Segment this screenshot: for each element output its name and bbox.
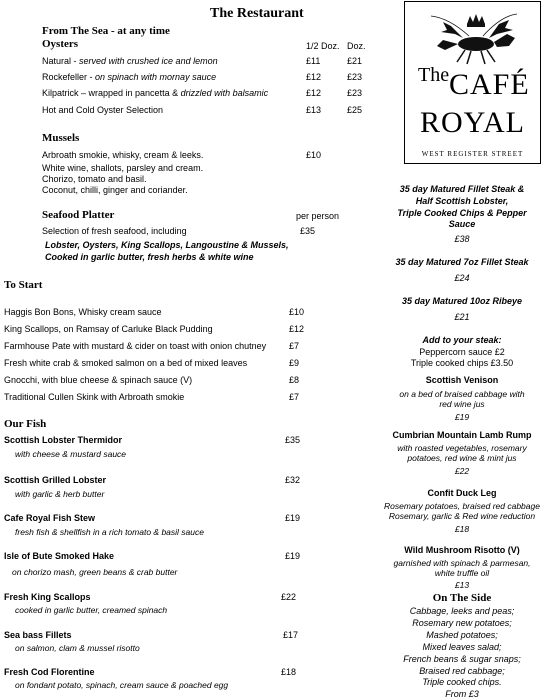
main-price: £13 bbox=[454, 580, 470, 590]
fish-name: Sea bass Fillets bbox=[4, 630, 72, 640]
steak-price: £38 bbox=[454, 234, 470, 244]
mussels-line: Coconut, chilli, ginger and coriander. bbox=[42, 185, 188, 195]
logo-street: WEST REGISTER STREET bbox=[421, 150, 524, 158]
oyster-doz-price: £23 bbox=[347, 88, 363, 98]
fish-name: Fresh King Scallops bbox=[4, 592, 91, 602]
starter-name: King Scallops, on Ramsay of Carluke Black Pudding bbox=[4, 324, 213, 334]
platter-line: Lobster, Oysters, King Scallops, Langoustine & Mussels, bbox=[45, 240, 289, 250]
steak-price: £24 bbox=[454, 273, 470, 283]
starter-name: Haggis Bon Bons, Whisky cream sauce bbox=[4, 307, 162, 317]
oyster-half-price: £12 bbox=[306, 72, 322, 82]
fish-desc: on fondant potato, spinach, cream sauce & poached egg bbox=[15, 680, 229, 690]
main-price: £19 bbox=[454, 412, 470, 422]
oyster-half-price: £12 bbox=[306, 88, 322, 98]
fish-price: £22 bbox=[281, 592, 297, 602]
starter-price: £12 bbox=[289, 324, 305, 334]
main-name: Cumbrian Mountain Lamb Rump bbox=[392, 430, 532, 440]
steak-price: £21 bbox=[454, 312, 470, 322]
oysters-col-half: 1/2 Doz. bbox=[306, 41, 340, 51]
steak-name: 35 day Matured 7oz Fillet Steak bbox=[395, 257, 529, 267]
fish-price: £17 bbox=[283, 630, 299, 640]
starter-price: £10 bbox=[289, 307, 305, 317]
oyster-name: Natural - bbox=[42, 56, 80, 66]
oyster-row bbox=[42, 88, 268, 98]
fish-desc: fresh fish & shellfish in a rich tomato & basil sauce bbox=[15, 527, 204, 537]
logo-royal: ROYAL bbox=[419, 106, 525, 139]
starter-price: £8 bbox=[289, 375, 300, 385]
side-item: Braised red cabbage; bbox=[419, 666, 505, 676]
main-price: £18 bbox=[454, 524, 470, 534]
fish-desc: cooked in garlic butter, creamed spinach bbox=[15, 605, 168, 615]
main-name: Wild Mushroom Risotto (V) bbox=[404, 545, 520, 555]
starter-name: Farmhouse Pate with mustard & cider on toast with onion chutney bbox=[4, 341, 267, 351]
main-desc: Rosemary potatoes, braised red cabbage bbox=[384, 501, 540, 511]
main-desc: Rosemary, garlic & Red wine reduction bbox=[388, 511, 536, 521]
to-start-heading: To Start bbox=[4, 279, 43, 291]
mussels-line: White wine, shallots, parsley and cream. bbox=[42, 163, 204, 173]
main-price: £22 bbox=[454, 466, 470, 476]
platter-heading: Seafood Platter bbox=[42, 209, 115, 221]
starter-name: Gnocchi, with blue cheese & spinach sauce (V) bbox=[4, 375, 193, 385]
oyster-row bbox=[42, 105, 163, 115]
main-desc: white truffle oil bbox=[434, 568, 490, 578]
steak-name: Sauce bbox=[448, 219, 476, 229]
lobster-crown-icon bbox=[429, 12, 519, 70]
side-heading: On The Side bbox=[432, 592, 492, 604]
fish-name: Fresh Cod Florentine bbox=[4, 667, 95, 677]
main-name: Confit Duck Leg bbox=[427, 488, 497, 498]
side-price: From £3 bbox=[445, 689, 479, 699]
main-name: Scottish Venison bbox=[425, 375, 499, 385]
cafe-royal-logo bbox=[404, 1, 541, 164]
oyster-name: Rockefeller - bbox=[42, 72, 96, 82]
starter-name: Fresh white crab & smoked salmon on a bed of mixed leaves bbox=[4, 358, 248, 368]
platter-per-person: per person bbox=[296, 211, 340, 221]
sea-heading: From The Sea - at any time bbox=[42, 25, 170, 37]
main-desc: with roasted vegetables, rosemary bbox=[397, 443, 527, 453]
fish-name: Scottish Grilled Lobster bbox=[4, 475, 107, 485]
main-desc: red wine jus bbox=[439, 399, 485, 409]
oyster-doz-price: £25 bbox=[347, 105, 363, 115]
platter-line: Cooked in garlic butter, fresh herbs & white wine bbox=[45, 252, 254, 262]
oyster-desc: on spinach with mornay sauce bbox=[95, 72, 217, 82]
side-item: Triple cooked chips. bbox=[422, 677, 502, 687]
our-fish-heading: Our Fish bbox=[4, 418, 47, 430]
fish-desc: on salmon, clam & mussel risotto bbox=[15, 643, 140, 653]
menu-title: The Restaurant bbox=[210, 6, 304, 21]
oyster-doz-price: £23 bbox=[347, 72, 363, 82]
starter-name: Traditional Cullen Skink with Arbroath smokie bbox=[4, 392, 185, 402]
platter-price: £35 bbox=[300, 226, 316, 236]
starter-price: £7 bbox=[289, 392, 300, 402]
steak-name: 35 day Matured Fillet Steak & bbox=[399, 184, 525, 194]
side-item: Rosemary new potatoes; bbox=[412, 618, 512, 628]
starter-price: £7 bbox=[289, 341, 300, 351]
add-line: Peppercorn sauce £2 bbox=[419, 347, 505, 357]
add-line: Triple cooked chips £3.50 bbox=[410, 358, 514, 368]
mussels-heading: Mussels bbox=[42, 132, 80, 144]
steak-name: Half Scottish Lobster, bbox=[415, 196, 509, 206]
oyster-name: Kilpatrick – wrapped in pancetta & bbox=[42, 88, 181, 98]
fish-name: Isle of Bute Smoked Hake bbox=[4, 551, 115, 561]
fish-price: £19 bbox=[285, 513, 301, 523]
logo-cafe: CAFÉ bbox=[449, 68, 530, 101]
mussels-line: Chorizo, tomato and basil. bbox=[42, 174, 147, 184]
fish-desc: with cheese & mustard sauce bbox=[15, 449, 127, 459]
fish-desc: with garlic & herb butter bbox=[15, 489, 105, 499]
platter-line: Selection of fresh seafood, including bbox=[42, 226, 187, 236]
oyster-half-price: £11 bbox=[306, 56, 321, 66]
steak-name: Triple Cooked Chips & Pepper bbox=[397, 208, 527, 218]
oyster-desc: drizzled with balsamic bbox=[180, 88, 269, 98]
logo-the: The bbox=[418, 64, 450, 86]
fish-name: Cafe Royal Fish Stew bbox=[4, 513, 96, 523]
side-item: French beans & sugar snaps; bbox=[403, 654, 521, 664]
oyster-row bbox=[42, 56, 218, 66]
fish-price: £35 bbox=[285, 435, 301, 445]
oyster-row bbox=[42, 72, 216, 82]
fish-price: £19 bbox=[285, 551, 301, 561]
side-item: Cabbage, leeks and peas; bbox=[409, 606, 515, 616]
mussels-line: Arbroath smokie, whisky, cream & leeks. bbox=[42, 150, 204, 160]
main-desc: potatoes, red wine & mint jus bbox=[407, 453, 517, 463]
add-heading: Add to your steak: bbox=[422, 335, 502, 345]
fish-name: Scottish Lobster Thermidor bbox=[4, 435, 123, 445]
oyster-desc: served with crushed ice and lemon bbox=[79, 56, 218, 66]
fish-desc: on chorizo mash, green beans & crab butter bbox=[12, 567, 178, 577]
mussels-price: £10 bbox=[306, 150, 322, 160]
main-desc: garnished with spinach & parmesan, bbox=[393, 558, 531, 568]
main-desc: on a bed of braised cabbage with bbox=[399, 389, 525, 399]
oyster-name: Hot and Cold Oyster Selection bbox=[42, 105, 164, 115]
steak-name: 35 day Matured 10oz Ribeye bbox=[401, 296, 523, 306]
fish-price: £18 bbox=[281, 667, 297, 677]
oyster-doz-price: £21 bbox=[347, 56, 363, 66]
oyster-half-price: £13 bbox=[306, 105, 322, 115]
starter-price: £9 bbox=[289, 358, 300, 368]
fish-price: £32 bbox=[285, 475, 301, 485]
side-item: Mashed potatoes; bbox=[426, 630, 498, 640]
oysters-col-doz: Doz. bbox=[347, 41, 366, 51]
side-item: Mixed leaves salad; bbox=[422, 642, 502, 652]
oysters-heading: Oysters bbox=[42, 38, 79, 50]
